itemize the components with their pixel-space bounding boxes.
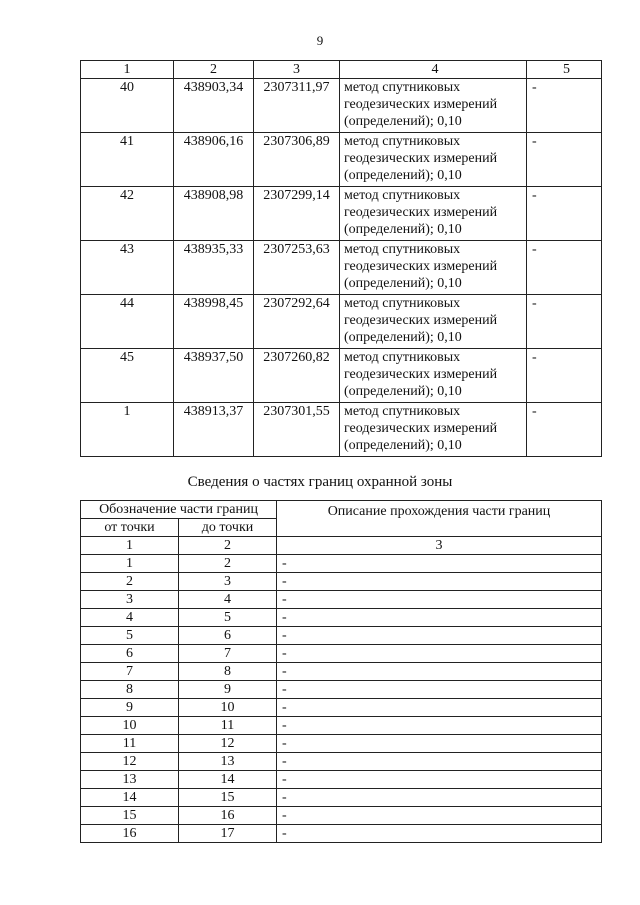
table-row bbox=[81, 663, 602, 681]
method-description bbox=[340, 349, 527, 403]
from-point: 1 bbox=[81, 555, 179, 573]
method-line: метод спутниковых bbox=[344, 188, 461, 203]
method-line: (определений); 0,10 bbox=[344, 276, 462, 291]
to-point: 2 bbox=[179, 555, 277, 573]
coordinate-x: 438998,45 bbox=[174, 295, 254, 349]
table-row bbox=[81, 79, 602, 133]
method-line: (определений); 0,10 bbox=[344, 438, 462, 453]
to-point: 11 bbox=[179, 717, 277, 735]
from-point: 14 bbox=[81, 789, 179, 807]
from-point: 4 bbox=[81, 609, 179, 627]
page-number: 9 bbox=[316, 33, 324, 48]
table-row bbox=[81, 753, 602, 771]
from-point: 10 bbox=[81, 717, 179, 735]
table-row bbox=[81, 241, 602, 295]
header-to-point: до точки bbox=[179, 519, 277, 537]
method-line: (определений); 0,10 bbox=[344, 114, 462, 129]
to-point: 15 bbox=[179, 789, 277, 807]
from-point: 16 bbox=[81, 825, 179, 843]
to-point: 4 bbox=[179, 591, 277, 609]
table-row bbox=[81, 681, 602, 699]
boundary-description: - bbox=[277, 609, 602, 627]
extra-value: - bbox=[527, 403, 602, 457]
extra-value: - bbox=[527, 133, 602, 187]
table-row bbox=[81, 609, 602, 627]
from-point: 15 bbox=[81, 807, 179, 825]
method-description bbox=[340, 241, 527, 295]
extra-value: - bbox=[527, 187, 602, 241]
method-line: (определений); 0,10 bbox=[344, 330, 462, 345]
coordinate-y: 2307306,89 bbox=[254, 133, 340, 187]
to-point: 17 bbox=[179, 825, 277, 843]
boundary-description: - bbox=[277, 663, 602, 681]
method-description bbox=[340, 79, 527, 133]
method-line: (определений); 0,10 bbox=[344, 222, 462, 237]
column-number: 3 bbox=[277, 537, 602, 555]
column-header: 4 bbox=[340, 61, 527, 79]
to-point: 12 bbox=[179, 735, 277, 753]
extra-value: - bbox=[527, 349, 602, 403]
coordinate-y: 2307253,63 bbox=[254, 241, 340, 295]
coordinate-x: 438906,16 bbox=[174, 133, 254, 187]
from-point: 7 bbox=[81, 663, 179, 681]
header-from-point: от точки bbox=[81, 519, 179, 537]
table-row bbox=[81, 403, 602, 457]
table-row bbox=[81, 699, 602, 717]
method-description bbox=[340, 403, 527, 457]
header-group-label: Обозначение части границ bbox=[81, 501, 277, 519]
boundary-description: - bbox=[277, 627, 602, 645]
from-point: 12 bbox=[81, 753, 179, 771]
coordinate-y: 2307292,64 bbox=[254, 295, 340, 349]
boundary-description: - bbox=[277, 645, 602, 663]
coordinates-table bbox=[80, 60, 602, 457]
table-row bbox=[81, 825, 602, 843]
boundary-parts-table bbox=[80, 500, 602, 843]
method-line: геодезических измерений bbox=[344, 421, 498, 436]
table-row bbox=[81, 771, 602, 789]
from-point: 6 bbox=[81, 645, 179, 663]
method-line: геодезических измерений bbox=[344, 313, 498, 328]
table-row bbox=[81, 295, 602, 349]
method-line: геодезических измерений bbox=[344, 97, 498, 112]
method-line: (определений); 0,10 bbox=[344, 384, 462, 399]
boundary-description: - bbox=[277, 717, 602, 735]
to-point: 7 bbox=[179, 645, 277, 663]
section-title: Сведения о частях границ охранной зоны bbox=[187, 474, 453, 490]
to-point: 3 bbox=[179, 573, 277, 591]
boundary-description: - bbox=[277, 789, 602, 807]
method-line: геодезических измерений bbox=[344, 367, 498, 382]
from-point: 13 bbox=[81, 771, 179, 789]
table-row bbox=[81, 133, 602, 187]
method-description bbox=[340, 295, 527, 349]
point-number: 43 bbox=[81, 241, 174, 295]
boundary-description: - bbox=[277, 555, 602, 573]
method-line: метод спутниковых bbox=[344, 134, 461, 149]
column-number: 2 bbox=[179, 537, 277, 555]
method-description bbox=[340, 133, 527, 187]
table-row bbox=[81, 591, 602, 609]
method-description bbox=[340, 187, 527, 241]
table-row bbox=[81, 627, 602, 645]
boundary-description: - bbox=[277, 573, 602, 591]
from-point: 9 bbox=[81, 699, 179, 717]
point-number: 45 bbox=[81, 349, 174, 403]
coordinate-x: 438913,37 bbox=[174, 403, 254, 457]
coordinate-x: 438937,50 bbox=[174, 349, 254, 403]
method-line: (определений); 0,10 bbox=[344, 168, 462, 183]
boundary-description: - bbox=[277, 825, 602, 843]
boundary-description: - bbox=[277, 699, 602, 717]
method-line: геодезических измерений bbox=[344, 205, 498, 220]
table-row bbox=[81, 349, 602, 403]
point-number: 44 bbox=[81, 295, 174, 349]
coordinate-x: 438935,33 bbox=[174, 241, 254, 295]
boundary-description: - bbox=[277, 771, 602, 789]
to-point: 10 bbox=[179, 699, 277, 717]
point-number: 41 bbox=[81, 133, 174, 187]
extra-value: - bbox=[527, 241, 602, 295]
from-point: 11 bbox=[81, 735, 179, 753]
method-line: метод спутниковых bbox=[344, 80, 461, 95]
parts-header-row bbox=[81, 501, 602, 519]
table-row bbox=[81, 807, 602, 825]
column-header: 5 bbox=[527, 61, 602, 79]
column-header: 3 bbox=[254, 61, 340, 79]
boundary-description: - bbox=[277, 735, 602, 753]
column-header: 2 bbox=[174, 61, 254, 79]
method-line: метод спутниковых bbox=[344, 350, 461, 365]
method-line: геодезических измерений bbox=[344, 259, 498, 274]
method-line: метод спутниковых bbox=[344, 296, 461, 311]
extra-value: - bbox=[527, 295, 602, 349]
coordinate-y: 2307260,82 bbox=[254, 349, 340, 403]
point-number: 1 bbox=[81, 403, 174, 457]
table-row bbox=[81, 717, 602, 735]
table-row bbox=[81, 789, 602, 807]
from-point: 5 bbox=[81, 627, 179, 645]
point-number: 40 bbox=[81, 79, 174, 133]
boundary-description: - bbox=[277, 753, 602, 771]
coordinate-y: 2307301,55 bbox=[254, 403, 340, 457]
header-description: Описание прохождения части границ bbox=[277, 501, 602, 537]
method-line: геодезических измерений bbox=[344, 151, 498, 166]
table-row bbox=[81, 573, 602, 591]
to-point: 9 bbox=[179, 681, 277, 699]
table-row bbox=[81, 187, 602, 241]
boundary-description: - bbox=[277, 807, 602, 825]
table-row bbox=[81, 645, 602, 663]
to-point: 6 bbox=[179, 627, 277, 645]
method-line: метод спутниковых bbox=[344, 242, 461, 257]
to-point: 8 bbox=[179, 663, 277, 681]
column-header: 1 bbox=[81, 61, 174, 79]
from-point: 8 bbox=[81, 681, 179, 699]
table-row bbox=[81, 555, 602, 573]
to-point: 16 bbox=[179, 807, 277, 825]
coordinates-header-row bbox=[81, 61, 602, 79]
method-line: метод спутниковых bbox=[344, 404, 461, 419]
to-point: 5 bbox=[179, 609, 277, 627]
from-point: 3 bbox=[81, 591, 179, 609]
coordinate-y: 2307299,14 bbox=[254, 187, 340, 241]
from-point: 2 bbox=[81, 573, 179, 591]
table-row bbox=[81, 735, 602, 753]
point-number: 42 bbox=[81, 187, 174, 241]
parts-number-row bbox=[81, 537, 602, 555]
coordinate-x: 438903,34 bbox=[174, 79, 254, 133]
coordinate-y: 2307311,97 bbox=[254, 79, 340, 133]
boundary-description: - bbox=[277, 681, 602, 699]
coordinate-x: 438908,98 bbox=[174, 187, 254, 241]
extra-value: - bbox=[527, 79, 602, 133]
to-point: 13 bbox=[179, 753, 277, 771]
to-point: 14 bbox=[179, 771, 277, 789]
column-number: 1 bbox=[81, 537, 179, 555]
boundary-description: - bbox=[277, 591, 602, 609]
